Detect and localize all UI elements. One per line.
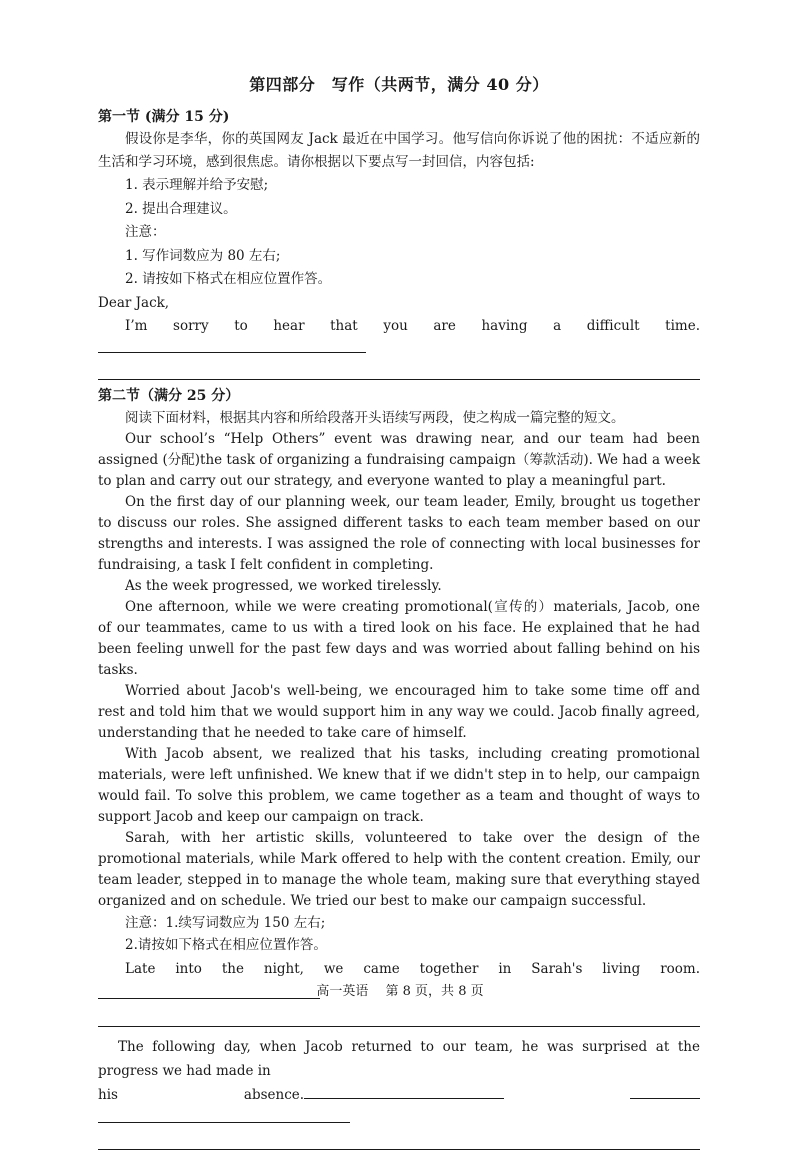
section1-point-1: 1. 表示理解并给予安慰; xyxy=(125,177,269,193)
section1-point-2: 2. 提出合理建议。 xyxy=(125,200,237,217)
section1-note-2: 2. 请按如下格式在相应位置作答。 xyxy=(125,271,332,287)
letter-opening-line xyxy=(98,315,700,361)
section1-prompt: 假设你是李华，你的英国网友 Jack 最近在中国学习。他写信向你诉说了他的困扰：不适应新的生活和学习环境，感到很焦虑。请你根据以下要点写一封回信，内容包括: xyxy=(98,131,700,170)
writing-blank[interactable] xyxy=(98,1109,350,1123)
story-paragraph: Worried about Jacob's well-being, we encouraged him to take some time off and rest and told him that we would support him in any way we could. Jacob finally agreed, understanding that he needed to take care of himself. xyxy=(98,682,700,741)
part-title: 第四部分 写作（共两节，满分 40 分） xyxy=(249,75,549,94)
continuation-start-2-line xyxy=(98,1083,700,1131)
section1-notes-label: 注意： xyxy=(125,224,166,240)
section1-heading: 第一节 (满分 15 分) xyxy=(98,109,230,125)
story-paragraph: On the first day of our planning week, our team leader, Emily, brought us together to discuss our roles. She assigned different tasks to each team member based on our strengths and interests. I was assigned the role of connecting with local businesses for fundraising, a task I felt confident in completing. xyxy=(98,493,700,573)
continuation-start-1: Late into the night, we came together in Sarah's living room. xyxy=(125,960,700,977)
story-paragraph: As the week progressed, we worked tirelessly. xyxy=(125,577,442,594)
continuation-start-2-end: his absence. xyxy=(98,1086,305,1103)
writing-blank[interactable] xyxy=(98,339,366,353)
page-footer: 高一英语 第 8 页，共 8 页 xyxy=(316,984,484,999)
writing-blank[interactable] xyxy=(630,1085,700,1099)
continuation-start-2: The following day, when Jacob returned to our team, he was surprised at the progress we had made in xyxy=(98,1038,700,1079)
section2-note-1: 注意：1.续写词数应为 150 左右; xyxy=(125,914,326,931)
letter-opening-text: I’m sorry to hear that you are having a difficult time. xyxy=(125,317,700,334)
story-paragraph: Our school’s “Help Others” event was drawing near, and our team had been assigned (分配)the task of organizing a fundraising campaign（筹款活动). We had a week to plan and carry out our strategy, and everyone wanted to play a meaningful part. xyxy=(98,430,700,489)
writing-line[interactable] xyxy=(98,1008,700,1027)
story-paragraph: Sarah, with her artistic skills, volunteered to take over the design of the promotional materials, while Mark offered to help with the content creation. Emily, our team leader, stepped in to manage the whole team, making sure that everything stayed organized and on schedule. We tried our best to make our campaign successful. xyxy=(98,829,700,909)
writing-blank[interactable] xyxy=(304,1085,504,1099)
story-paragraph: With Jacob absent, we realized that his tasks, including creating promotional materials, were left unfinished. We knew that if we didn't step in to help, our campaign would fail. To solve this problem, we came together as a team and thought of ways to support Jacob and keep our campaign on track. xyxy=(98,745,700,825)
story-paragraph: One afternoon, while we were creating promotional(宣传的）materials, Jacob, one of our teammates, came to us with a tired look on his face. He explained that he had been feeling unwell for the past few days and was worried about falling behind on his tasks. xyxy=(98,598,700,678)
writing-line[interactable] xyxy=(98,361,700,380)
letter-salutation: Dear Jack, xyxy=(98,294,170,311)
section2-heading: 第二节（满分 25 分） xyxy=(98,387,240,404)
writing-line[interactable] xyxy=(98,1131,700,1150)
section2-prompt: 阅读下面材料，根据其内容和所给段落开头语续写两段，使之构成一篇完整的短文。 xyxy=(125,409,625,426)
section1-note-1: 1. 写作词数应为 80 左右; xyxy=(125,247,281,264)
section2-note-2: 2.请按如下格式在相应位置作答。 xyxy=(125,936,327,953)
